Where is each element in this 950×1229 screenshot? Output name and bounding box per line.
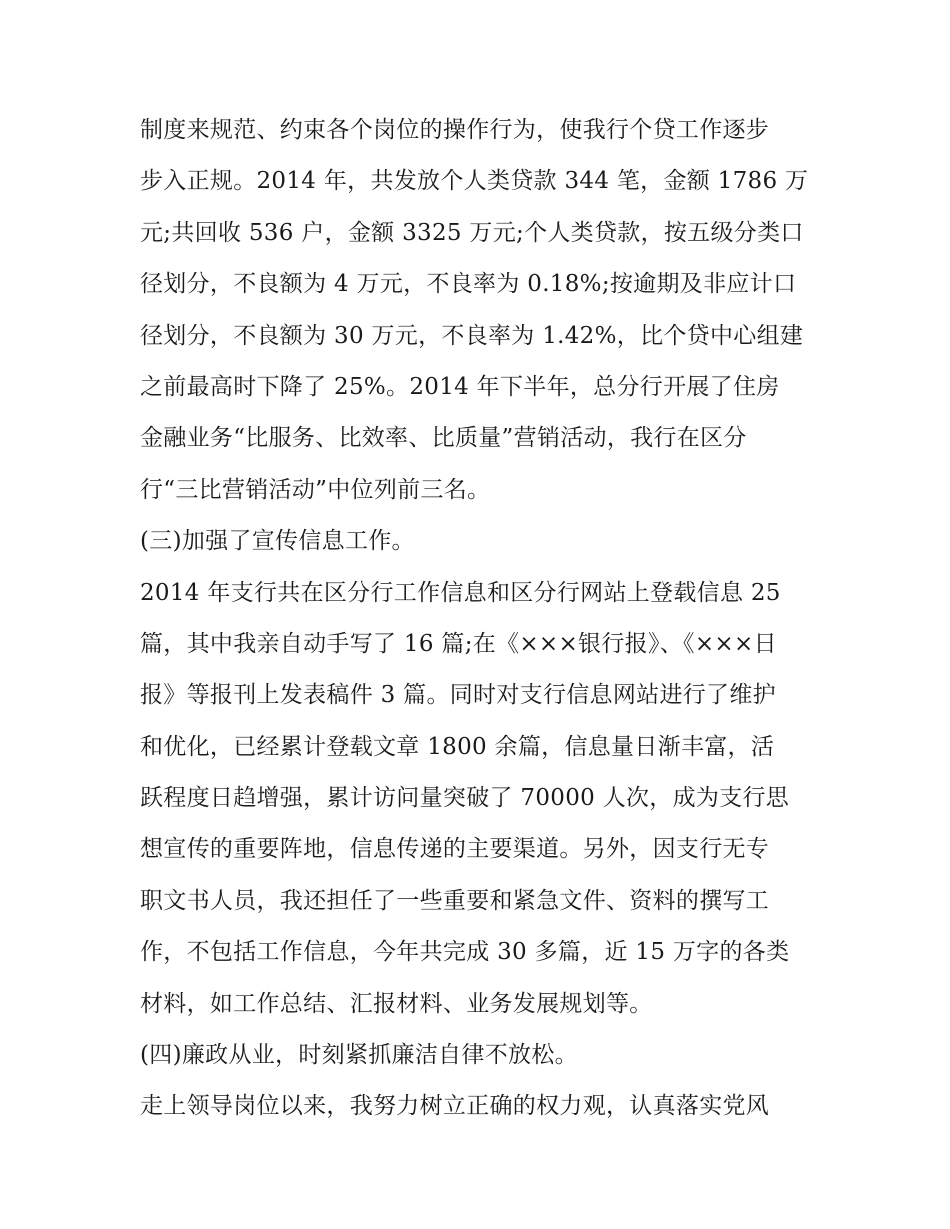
text-line: 元;共回收 536 户，金额 3325 万元;个人类贷款，按五级分类口 bbox=[140, 219, 804, 246]
text-line: 篇，其中我亲自动手写了 16 篇;在《×××银行报》、《×××日 bbox=[140, 630, 777, 657]
text-line: 径划分，不良额为 4 万元，不良率为 0.18%;按逾期及非应计口 bbox=[140, 271, 797, 298]
text-line: 2014 年支行共在区分行工作信息和区分行网站上登载信息 25 bbox=[140, 579, 781, 606]
text-line: 和优化，已经累计登载文章 1800 余篇，信息量日渐丰富，活 bbox=[140, 733, 775, 760]
section-heading: (四)廉政从业，时刻紧抓廉洁自律不放松。 bbox=[140, 1042, 578, 1069]
text-line: 跃程度日趋增强，累计访问量突破了 70000 人次，成为支行思 bbox=[140, 785, 790, 812]
text-line: 走上领导岗位以来，我努力树立正确的权力观，认真落实党风 bbox=[140, 1093, 770, 1120]
text-line: 报》等报刊上发表稿件 3 篇。同时对支行信息网站进行了维护 bbox=[140, 682, 776, 709]
document-body bbox=[140, 105, 820, 1133]
text-line: 行“三比营销活动”中位列前三名。 bbox=[140, 476, 491, 503]
text-line: 想宣传的重要阵地，信息传递的主要渠道。另外，因支行无专 bbox=[140, 836, 770, 863]
section-heading: (三)加强了宣传信息工作。 bbox=[140, 528, 415, 555]
text-line: 径划分，不良额为 30 万元，不良率为 1.42%，比个贷中心组建 bbox=[140, 322, 804, 349]
text-line: 作，不包括工作信息，今年共完成 30 多篇，近 15 万字的各类 bbox=[140, 939, 790, 966]
text-line: 制度来规范、约束各个岗位的操作行为，使我行个贷工作逐步 bbox=[140, 117, 770, 143]
text-line: 步入正规。2014 年，共发放个人类贷款 344 笔，金额 1786 万 bbox=[140, 168, 809, 195]
text-line: 材料，如工作总结、汇报材料、业务发展规划等。 bbox=[140, 990, 653, 1017]
text-line: 金融业务“比服务、比效率、比质量”营销活动，我行在区分 bbox=[140, 425, 747, 452]
text-line: 之前最高时下降了 25%。2014 年下半年，总分行开展了住房 bbox=[140, 373, 780, 400]
text-line: 职文书人员，我还担任了一些重要和紧急文件、资料的撰写工 bbox=[140, 887, 770, 914]
